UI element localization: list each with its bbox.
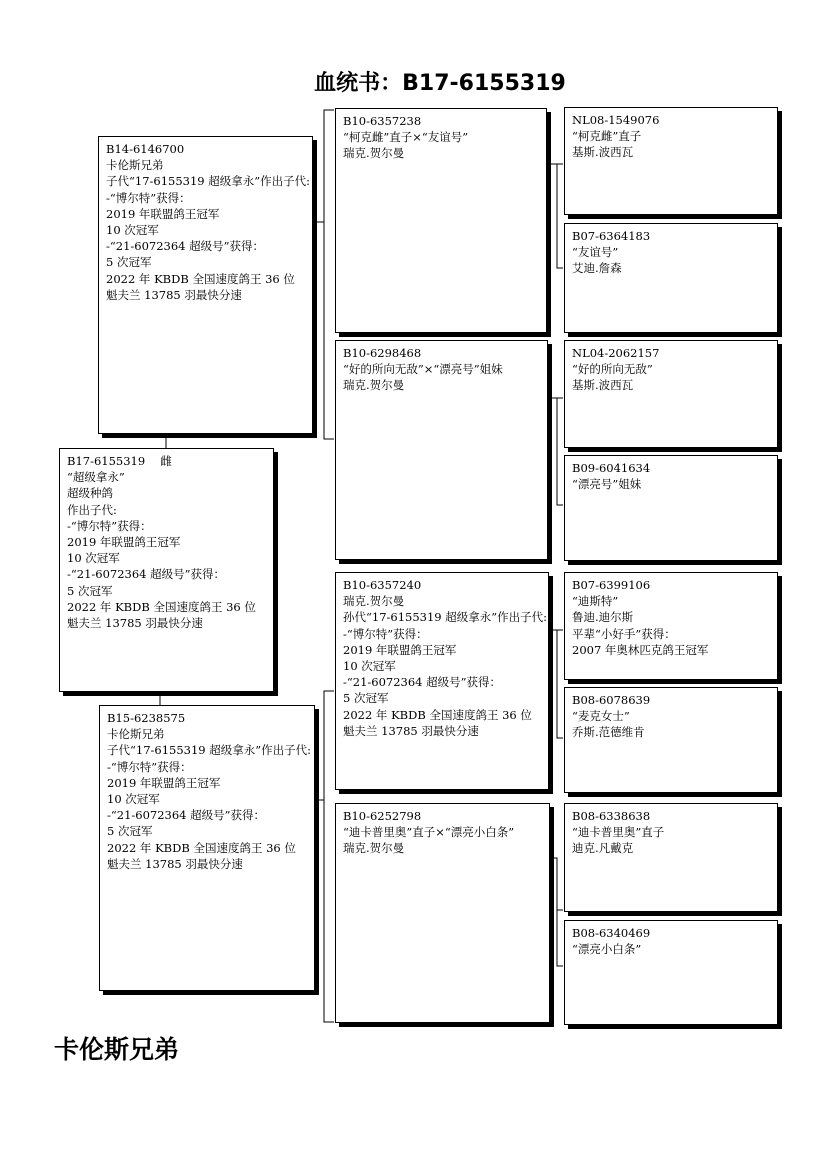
great-grandparent-line: 乔斯.范德维肯 <box>572 725 645 740</box>
great-grandparent-line: 基斯.波西瓦 <box>572 145 634 160</box>
great-grandparent-line: B07-6364183 <box>572 229 651 243</box>
subject-line: B17-6155319 雌 <box>67 454 172 468</box>
subject-line: “超级拿永” <box>67 470 125 485</box>
grandparent-line: 2022 年 KBDB 全国速度鸽王 36 位 <box>343 707 532 722</box>
great-grandparent-card-4 <box>564 455 778 561</box>
subject-pigeon-card <box>59 448 274 692</box>
great-grandparent-line: 艾迪.詹森 <box>572 261 622 276</box>
great-grandparent-card-5 <box>564 572 778 680</box>
great-grandparent-line: “友谊号” <box>572 245 619 260</box>
great-grandparent-card-8 <box>564 920 778 1025</box>
great-grandparent-line: “迪斯特” <box>572 594 619 609</box>
dam-card <box>99 705 315 991</box>
breeder-name-footer: 卡伦斯兄弟 <box>54 1035 180 1064</box>
sire-line: -“博尔特”获得： <box>106 190 191 205</box>
dam-line: -“21-6072364 超级号”获得： <box>107 808 266 823</box>
great-grandparent-line: “柯克雌”直子 <box>572 129 642 144</box>
grandparent-line: “柯克雌”直子×“友谊号” <box>343 130 469 145</box>
great-grandparent-card-2 <box>564 223 778 333</box>
grandparent-line: B10-6357240 <box>343 578 422 592</box>
grandparent-line: “好的所向无敌”×“漂亮号”姐妹 <box>343 362 503 377</box>
dam-line: -“博尔特”获得： <box>107 759 192 774</box>
grandparent-line: B10-6357238 <box>343 114 422 128</box>
grandparent-line: 瑞克.贺尔曼 <box>343 146 405 161</box>
dam-line: 2019 年联盟鸽王冠军 <box>107 775 221 790</box>
grandparent-line: 瑞克.贺尔曼 <box>343 594 405 609</box>
sire-line: 2022 年 KBDB 全国速度鸽王 36 位 <box>106 271 295 286</box>
great-grandparent-line: 基斯.波西瓦 <box>572 378 634 393</box>
grandparent-line: “迪卡普里奥”直子×“漂亮小白条” <box>343 825 515 840</box>
great-grandparent-card-3 <box>564 340 778 448</box>
subject-line: 作出子代: <box>67 502 117 517</box>
grandparent-line: 瑞克.贺尔曼 <box>343 841 405 856</box>
great-grandparent-line: “麦克女士” <box>572 709 630 724</box>
sire-line: 子代“17-6155319 超级拿永”作出子代: <box>106 174 311 189</box>
great-grandparent-line: NL08-1549076 <box>572 113 660 127</box>
great-grandparent-card-1 <box>564 107 778 215</box>
subject-line: 10 次冠军 <box>67 551 120 566</box>
great-grandparent-line: 迪克.凡戴克 <box>572 841 634 856</box>
grandparent-line: -“21-6072364 超级号”获得： <box>343 675 502 690</box>
sire-card <box>98 136 313 434</box>
great-grandparent-line: B07-6399106 <box>572 578 651 592</box>
grandparent-line: 10 次冠军 <box>343 659 396 674</box>
subject-line: 魁夫兰 13785 羽最快分速 <box>67 616 203 631</box>
dam-line: 2022 年 KBDB 全国速度鸽王 36 位 <box>107 840 296 855</box>
grandparent-line: 2019 年联盟鸽王冠军 <box>343 642 457 657</box>
grandparent-line: 瑞克.贺尔曼 <box>343 378 405 393</box>
dam-line: 卡伦斯兄弟 <box>107 727 165 742</box>
dam-line: B15-6238575 <box>107 711 186 725</box>
sire-line: -“21-6072364 超级号”获得： <box>106 239 265 254</box>
dam-line: 子代“17-6155319 超级拿永”作出子代: <box>107 743 312 758</box>
subject-line: -“21-6072364 超级号”获得： <box>67 567 226 582</box>
sire-line: 卡伦斯兄弟 <box>106 158 164 173</box>
grandparent-line: 孙代“17-6155319 超级拿永”作出子代: <box>343 610 548 625</box>
sire-line: 2019 年联盟鸽王冠军 <box>106 206 220 221</box>
subject-line: -“博尔特”获得： <box>67 518 152 533</box>
page-title: 血统书：B17-6155319 <box>314 71 566 96</box>
great-grandparent-card-7 <box>564 803 778 912</box>
subject-line: 5 次冠军 <box>67 583 113 598</box>
great-grandparent-line: “漂亮小白条” <box>572 942 642 957</box>
grandparent-line: B10-6252798 <box>343 809 422 823</box>
subject-line: 2022 年 KBDB 全国速度鸽王 36 位 <box>67 599 256 614</box>
great-grandparent-line: B08-6078639 <box>572 693 651 707</box>
sire-line: 5 次冠军 <box>106 255 152 270</box>
great-grandparent-line: NL04-2062157 <box>572 346 660 360</box>
grandparent-line: B10-6298468 <box>343 346 422 360</box>
great-grandparent-line: 2007 年奥林匹克鸽王冠军 <box>572 642 709 657</box>
great-grandparent-card-6 <box>564 687 778 793</box>
sire-line: 10 次冠军 <box>106 223 159 238</box>
dam-line: 魁夫兰 13785 羽最快分速 <box>107 856 243 871</box>
grandparent-line: 5 次冠军 <box>343 691 389 706</box>
dam-line: 10 次冠军 <box>107 792 160 807</box>
great-grandparent-line: “迪卡普里奥”直子 <box>572 825 665 840</box>
great-grandparent-line: 平辈“小好手”获得： <box>572 626 676 641</box>
great-grandparent-line: B08-6338638 <box>572 809 651 823</box>
grandparent-card-3 <box>335 572 549 790</box>
subject-line: 2019 年联盟鸽王冠军 <box>67 535 181 550</box>
great-grandparent-line: B09-6041634 <box>572 461 651 475</box>
grandparent-line: -“博尔特”获得： <box>343 626 428 641</box>
sire-line: B14-6146700 <box>106 142 185 156</box>
subject-line: 超级种鸽 <box>67 486 113 501</box>
grandparent-card-1 <box>335 108 547 333</box>
great-grandparent-line: B08-6340469 <box>572 926 651 940</box>
great-grandparent-line: “好的所向无敌” <box>572 362 653 377</box>
great-grandparent-line: 鲁迪.迪尔斯 <box>572 610 634 625</box>
grandparent-card-2 <box>335 340 548 560</box>
dam-line: 5 次冠军 <box>107 824 153 839</box>
great-grandparent-line: “漂亮号”姐妹 <box>572 477 642 492</box>
grandparent-card-4 <box>335 803 550 1023</box>
grandparent-line: 魁夫兰 13785 羽最快分速 <box>343 723 479 738</box>
sire-line: 魁夫兰 13785 羽最快分速 <box>106 287 242 302</box>
